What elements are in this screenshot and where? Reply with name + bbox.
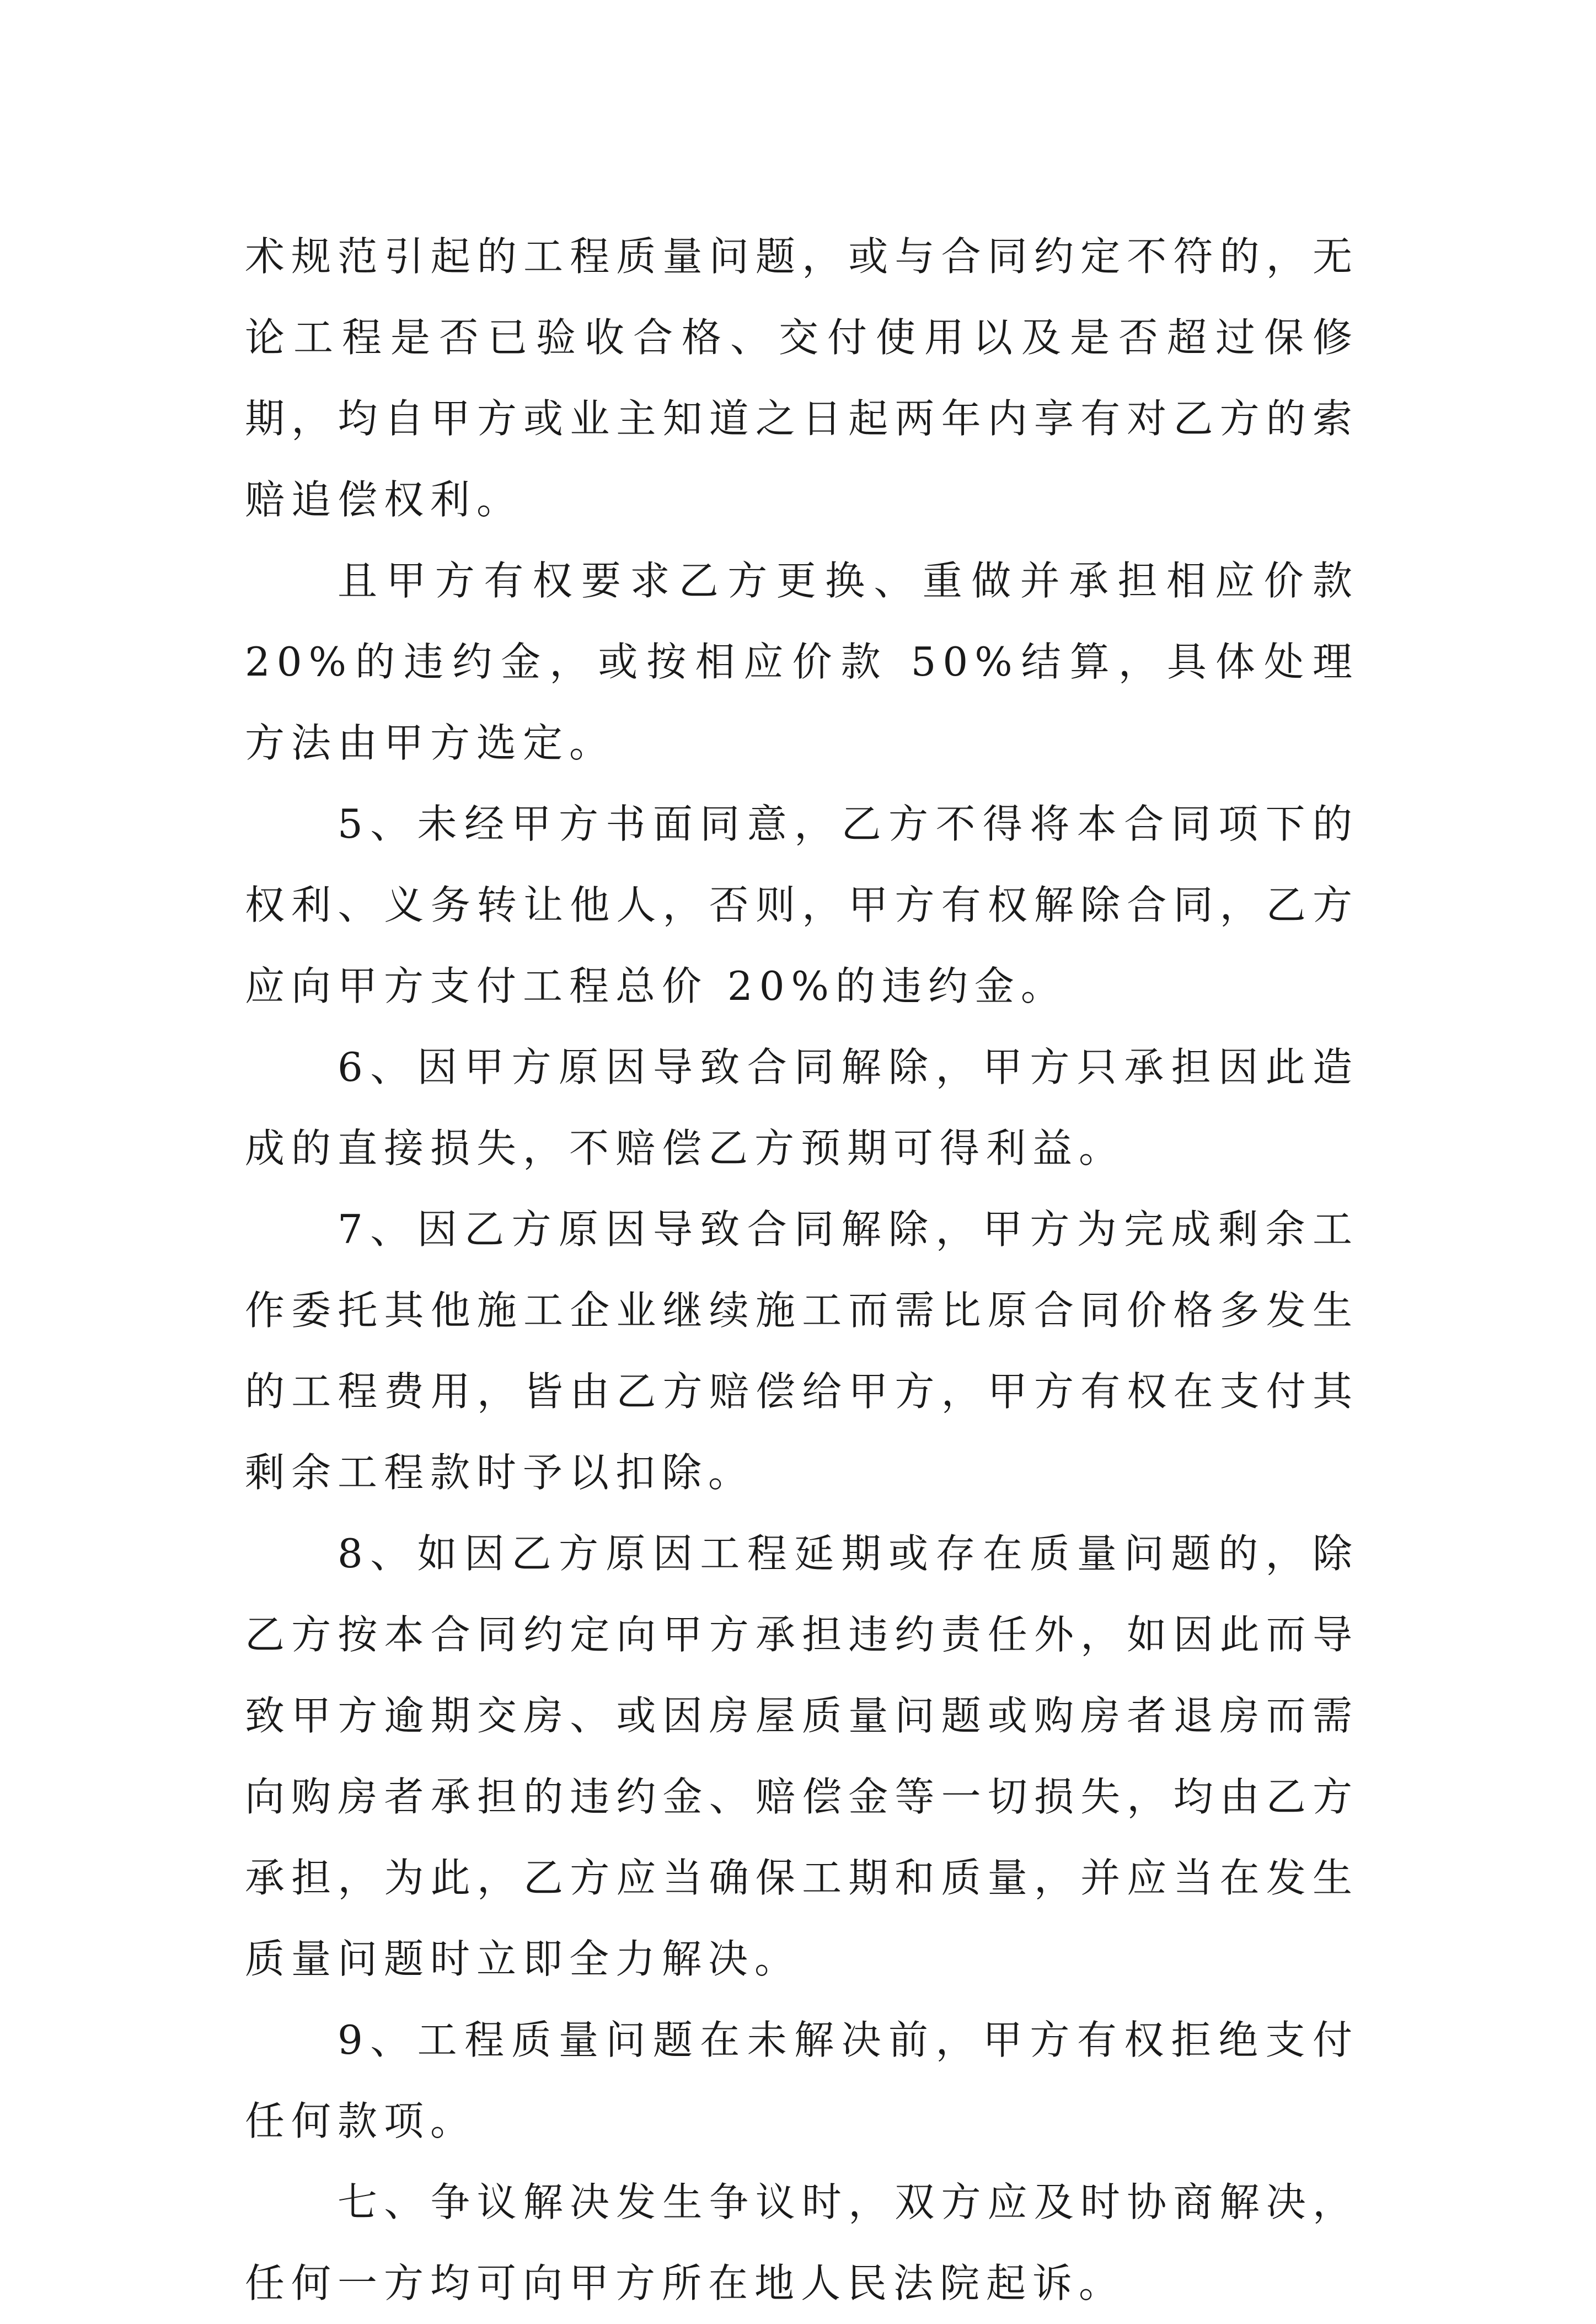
paragraph-continued-clause: 术规范引起的工程质量问题，或与合同约定不符的，无论工程是否已验收合格、交付使用以及是否超过保修期，均自甲方或业主知道之日起两年内享有对乙方的索赔追偿权利。 <box>245 233 1359 523</box>
paragraph-clause-5: 5、未经甲方书面同意，乙方不得将本合同项下的权利、义务转让他人，否则，甲方有权解除合同，乙方应向甲方支付工程总价 20%的违约金。 <box>245 801 1359 1009</box>
paragraph-section-7-dispute: 七、争议解决发生争议时，双方应及时协商解决，任何一方均可向甲方所在地人民法院起诉。 <box>245 2179 1359 2306</box>
paragraph-clause-8: 8、如因乙方原因工程延期或存在质量问题的，除乙方按本合同约定向甲方承担违约责任外，如因此而导致甲方逾期交房、或因房屋质量问题或购房者退房而需向购房者承担的违约金、赔偿金等一切损失，均由乙方承担，为此，乙方应当确保工期和质量，并应当在发生质量问题时立即全力解决。 <box>245 1530 1359 1982</box>
paragraph-clause-9: 9、工程质量问题在未解决前，甲方有权拒绝支付任何款项。 <box>245 2017 1359 2144</box>
paragraph-clause-6: 6、因甲方原因导致合同解除，甲方只承担因此造成的直接损失，不赔偿乙方预期可得利益。 <box>245 1044 1359 1171</box>
paragraph-clause-7: 7、因乙方原因导致合同解除，甲方为完成剩余工作委托其他施工企业继续施工而需比原合同价格多发生的工程费用，皆由乙方赔偿给甲方，甲方有权在支付其剩余工程款时予以扣除。 <box>245 1206 1359 1496</box>
document-body <box>245 216 1359 2324</box>
paragraph-replacement-penalty: 且甲方有权要求乙方更换、重做并承担相应价款 20%的违约金，或按相应价款 50%结算，具体处理方法由甲方选定。 <box>245 558 1359 766</box>
